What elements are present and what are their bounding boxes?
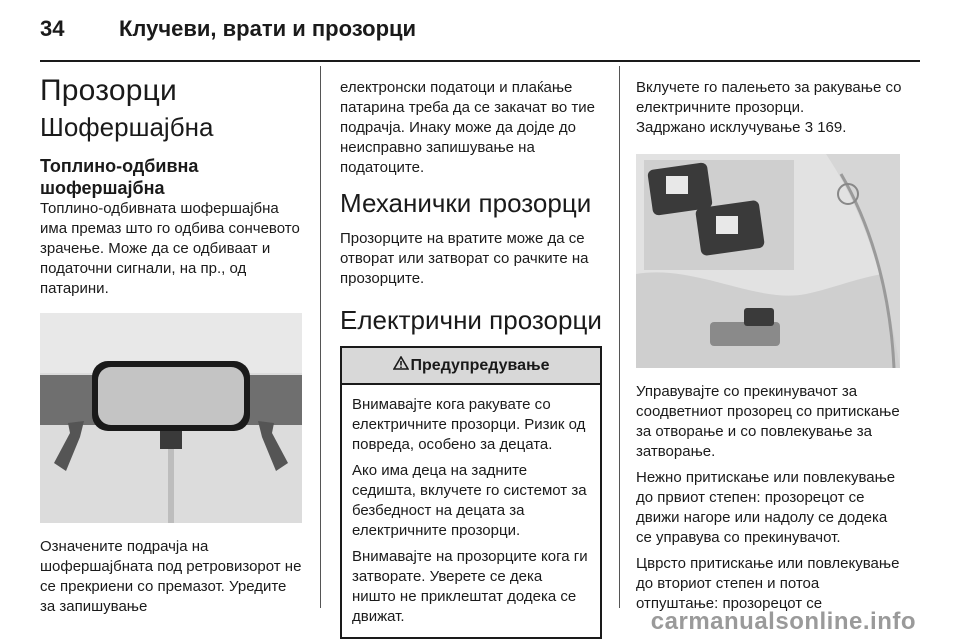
warning-paragraph-3: Внимавајте на прозорците кога ги затворате. Уверете се дека ништо не приклештат додека се движат. xyxy=(352,548,588,625)
site-watermark: carmanualsonline.info xyxy=(650,608,916,635)
column-divider-2 xyxy=(619,66,620,608)
column-middle xyxy=(340,78,602,639)
mechanical-windows-paragraph: Прозорците на вратите може да се отворат или затворат со рачките на прозорците. xyxy=(340,230,589,287)
column-divider-1 xyxy=(320,66,321,608)
mirror-area-illustration xyxy=(40,313,302,523)
page-number: 34 xyxy=(40,16,65,41)
windshield-paragraph: Топлино-одбивната шофершајбна има премаз што го одбива сончевото зрачење. Може да се одбиваат и податочни сигнали, на пр., од патарини. xyxy=(40,200,300,297)
column-right xyxy=(636,78,902,620)
header-divider xyxy=(40,60,920,62)
column-left xyxy=(40,74,302,623)
chapter-title: Клучеви, врати и прозорци xyxy=(119,16,417,41)
gentle-press-paragraph: Нежно притискање или повлекување до првиот степен: прозорецот се движи нагоре или надолу се додека се управува со прекинувачот. xyxy=(636,469,896,546)
continued-paragraph: електронски податоци и плаќање патарина треба да се закачат во тие подрачја. Инаку може да дојде до неисправно запишување на податоците. xyxy=(340,79,595,176)
retained-power-text: Задржано исклучување xyxy=(636,119,801,136)
marked-areas-paragraph: Означените подрачја на шофершајбната под ретровизорот не се прекриени со премазот. Уредите за запишување xyxy=(40,538,302,615)
warning-paragraph-2: Ако има деца на задните седишта, вклучете го системот за безбедност на децата за електричните прозорци. xyxy=(352,462,587,539)
warning-body xyxy=(342,385,600,637)
firm-press-paragraph: Цврсто притискање или повлекување до вториот степен и потоа отпуштање: прозорецот се xyxy=(636,555,900,612)
warning-paragraph-1: Внимавајте кога ракувате со електричните прозорци. Ризик од повреда, особено за децата. xyxy=(352,396,586,453)
warning-triangle-icon xyxy=(393,356,409,375)
mechanical-windows-title: Механички прозорци xyxy=(340,188,592,218)
page-header xyxy=(0,0,960,60)
switch-illustration-svg xyxy=(636,154,900,368)
mirror-illustration-svg xyxy=(40,313,302,523)
retained-power-line xyxy=(636,118,902,138)
warning-box xyxy=(340,346,602,639)
window-switch-illustration xyxy=(636,154,900,368)
electric-windows-title: Електрични прозорци xyxy=(340,305,602,335)
section-title: Прозорци xyxy=(40,74,177,107)
warning-header xyxy=(342,348,600,385)
ignition-paragraph: Вклучете го палењето за ракување со електричните прозорци. xyxy=(636,79,902,116)
heading-line-1: Топлино-одбивна xyxy=(40,156,199,176)
operate-switch-paragraph: Управувајте со прекинувачот за соодветниот прозорец со притискање за отворање и со повлекување за затворање. xyxy=(636,383,900,460)
page-reference-link[interactable]: 3 169. xyxy=(804,119,847,136)
warning-title: Предупредување xyxy=(410,357,550,374)
heading-line-2: шофершајбна xyxy=(40,178,165,198)
subsection-title: Шофершајбна xyxy=(40,112,214,142)
